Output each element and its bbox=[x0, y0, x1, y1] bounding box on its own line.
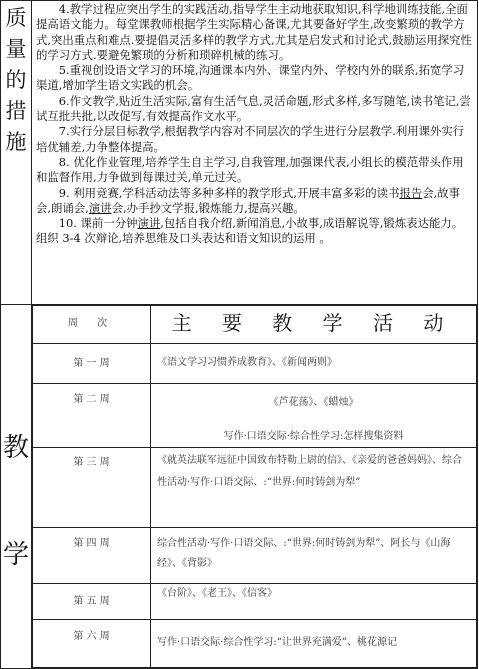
table-row: 第 三 周 《就英法联军远征中国致布特勒上尉的信》、《亲爱的爸爸妈妈》、综合性活动·写作·口语交际、:“世界:何时铸剑为犁” bbox=[33, 448, 477, 528]
measure-9: 9. 利用竞赛,学科活动法等多种多样的教学形式,开展丰富多彩的读书报告会,故事会,朗诵会,演讲会,办手抄文学报,锻炼能力,提高兴趣。 bbox=[36, 185, 461, 215]
teaching-label: 教 学 bbox=[1, 305, 32, 669]
measure-10: 10. 课前一分钟演讲,包括自我介绍,新闻消息,小故事,成语解说等,锻炼表达能力。组织 3-4 次辩论,培养思维及口头表达和语文知识的运用 。 bbox=[36, 216, 464, 246]
schedule-table bbox=[32, 305, 477, 668]
measure-7: 7.实行分层目标教学,根据教学内容对不同层次的学生进行分层教学.利用课外实行培优辅差,力争整体提高。 bbox=[36, 124, 465, 154]
quality-measures-text bbox=[32, 1, 478, 305]
table-row: 第 四 周 综合性活动·写作·口语交际、:“世界:何时铸剑为犁”、阿长与《山海经》、《背影》 bbox=[33, 528, 477, 584]
quality-measures-label: 质 量 的 措 施 bbox=[1, 1, 32, 305]
measure-6: 6.作文教学,贴近生活实际,富有生活气息,灵活命题,形式多样,多写随笔,读书笔记,尝试互批共批,以改促写,有效提高作文水平。 bbox=[36, 93, 471, 124]
measure-4: 4.教学过程应突出学生的实践活动,指导学生主动地获取知识,科学地训练技能,全面提高语文能力。每堂课教师根据学生实际精心备课,尤其要备好学生,改变繁琐的教学方式,突出重点和难点.要提倡灵活多样的教学方式,尤其是启发式和讨论式,鼓励运用探究性的学习方式.要避免繁琐的分析和琐碎机械的练习。 bbox=[36, 2, 472, 62]
measure-5: 5.重视创设语文学习的环境,沟通课本内外、课堂内外、学校内外的联系,拓宽学习渠道,增加学生语文实践的机会。 bbox=[36, 63, 465, 93]
measure-8: 8. 优化作业管理,培养学生自主学习,自我管理,加强课代表,小组长的模范带头作用和监督作用,力争做到每课过关,单元过关。 bbox=[36, 154, 464, 185]
table-row: 第 一 周 《语文学习习惯养成教育》、《新闻两则》 bbox=[33, 344, 477, 384]
table-row: 第 五 周 《台阶》、《老王》、《信客》 bbox=[33, 584, 477, 620]
table-row: 第 六 周 写作·口语交际·综合性学习:“让世界充满爱”、桃花源记 bbox=[33, 620, 477, 668]
weekly-schedule bbox=[32, 305, 478, 669]
table-row: 第 二 周 《芦花荡》、《蜡烛》 写作·口语交际·综合性学习:怎样搜集资料 bbox=[33, 384, 477, 448]
schedule-header: 周 次 主 要 教 学 活 动 bbox=[33, 306, 477, 344]
